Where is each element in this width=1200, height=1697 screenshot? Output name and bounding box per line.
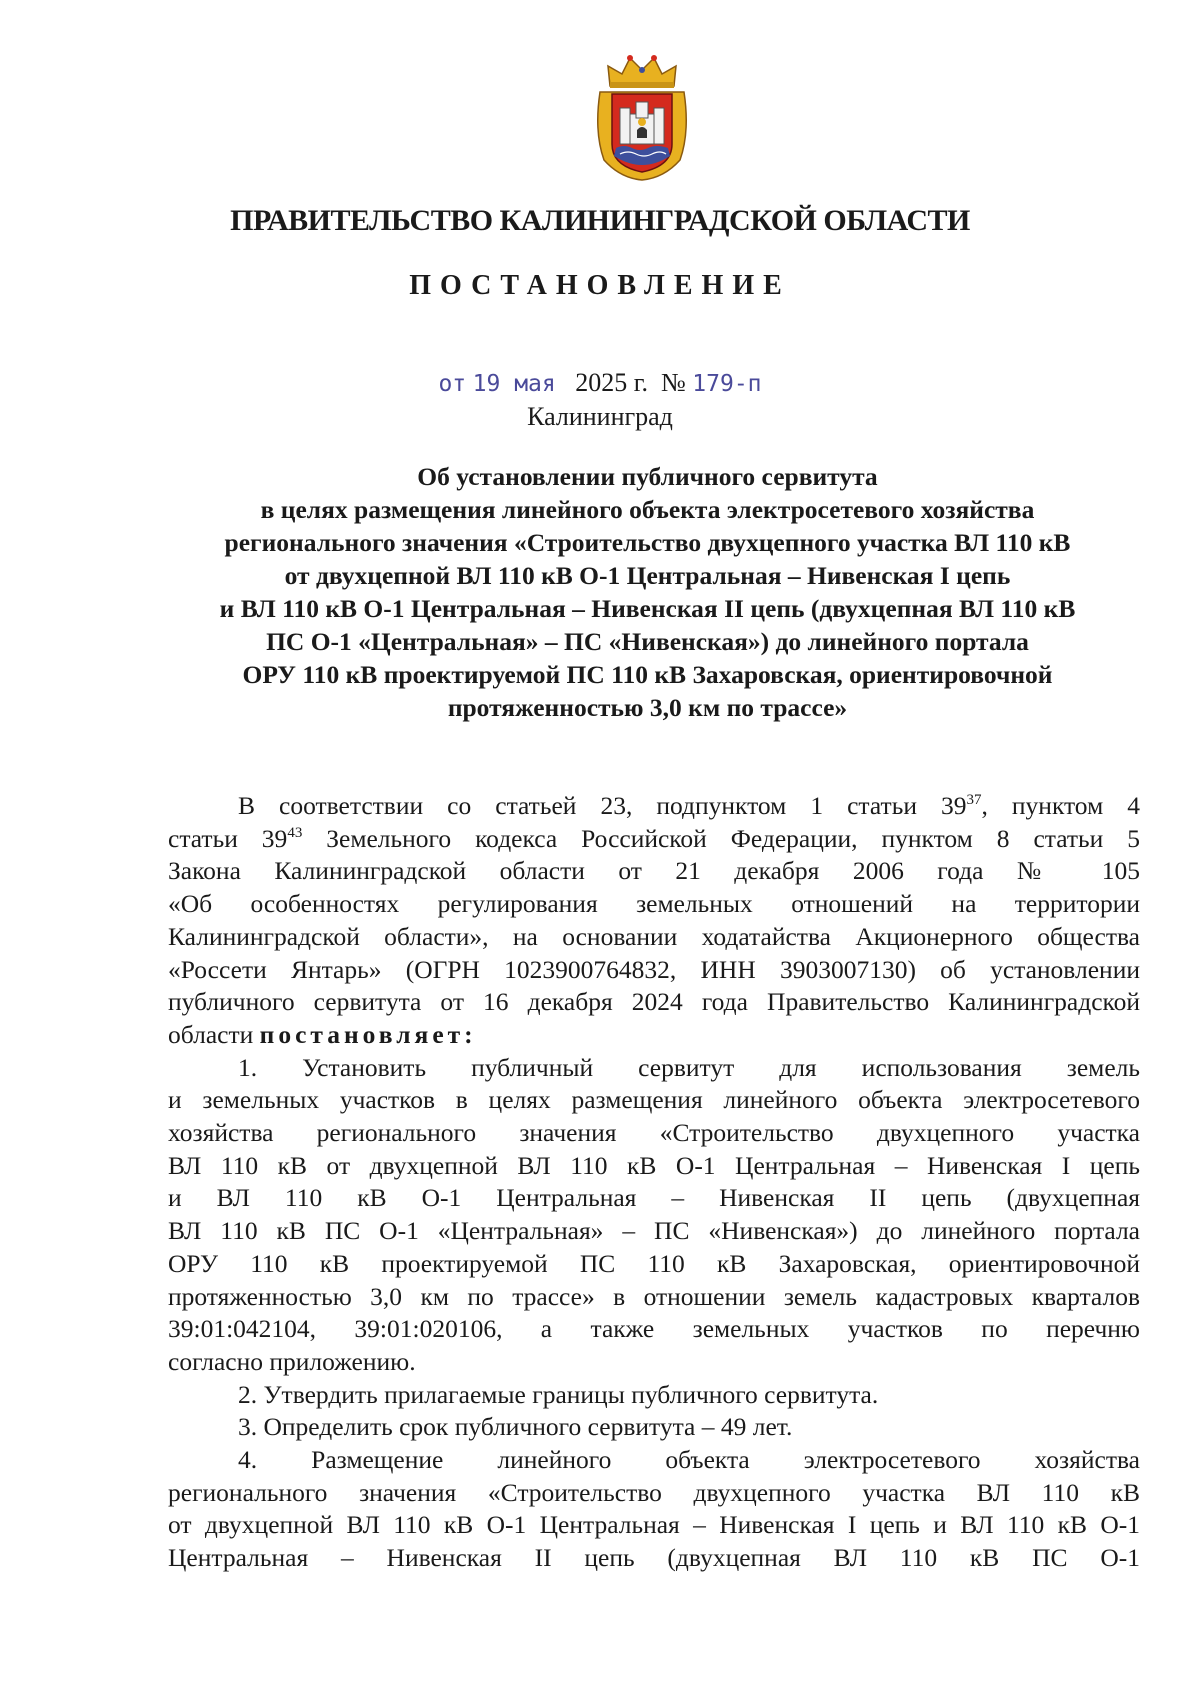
date-year: 2025 г. xyxy=(575,368,648,397)
body-line: «Россети Янтарь» (ОГРН 1023900764832, ИНН 3903007130) об установлении xyxy=(168,954,1140,984)
text-run: В соответствии со статьей 23, подпунктом 1 статьи 39 xyxy=(238,791,967,820)
text-run: области xyxy=(168,1019,260,1049)
body-line xyxy=(168,1019,1140,1052)
date-day-month: 19 мая xyxy=(472,371,556,397)
body-line: публичного сервитута от 16 декабря 2024 года Правительство Калининградской xyxy=(168,987,1140,1017)
text-run: статьи 39 xyxy=(168,823,288,853)
body-line: ВЛ 110 кВ ПС О-1 «Центральная» – ПС «Нивенская») до линейного портала xyxy=(168,1216,1140,1246)
document-heading xyxy=(160,460,1135,724)
government-title: ПРАВИТЕЛЬСТВО КАЛИНИНГРАДСКОЙ ОБЛАСТИ xyxy=(230,204,970,237)
heading-line: регионального значения «Строительство двухцепного участка ВЛ 110 кВ xyxy=(224,528,1071,557)
text-run: , пунктом 4 xyxy=(981,791,1140,820)
document-type: ПОСТАНОВЛЕНИЕ xyxy=(409,270,791,301)
resolves-word: постановляет: xyxy=(259,1019,477,1049)
date-number-line xyxy=(0,368,1200,398)
body-line: 4. Размещение линейного объекта электросетевого хозяйства xyxy=(238,1445,1140,1475)
body-line: «Об особенностях регулирования земельных отношений на территории xyxy=(168,889,1140,919)
superscript: 43 xyxy=(287,824,303,841)
document-body xyxy=(168,790,1140,1575)
body-line: ОРУ 110 кВ проектируемой ПС 110 кВ Захаровская, ориентировочной xyxy=(168,1248,1140,1278)
body-line xyxy=(168,823,1140,856)
body-line: Закона Калининградской области от 21 декабря 2006 года № 105 xyxy=(168,856,1140,886)
body-line: 2. Утвердить прилагаемые границы публичного сервитута. xyxy=(238,1379,879,1409)
body-line: согласно приложению. xyxy=(168,1346,416,1376)
body-line: 3. Определить срок публичного сервитута – 49 лет. xyxy=(238,1412,793,1442)
body-line: Центральная – Нивенская II цепь (двухцепная ВЛ 110 кВ ПС О-1 xyxy=(168,1543,1140,1573)
body-line: хозяйства регионального значения «Строительство двухцепного участка xyxy=(168,1118,1140,1148)
heading-line: и ВЛ 110 кВ О-1 Центральная – Нивенская II цепь (двухцепная ВЛ 110 кВ xyxy=(219,594,1076,623)
heading-line: Об установлении публичного сервитута xyxy=(417,462,878,491)
body-line: и земельных участков в целях размещения линейного объекта электросетевого xyxy=(168,1085,1140,1115)
body-line: и ВЛ 110 кВ О-1 Центральная – Нивенская II цепь (двухцепная xyxy=(168,1183,1140,1213)
body-line: 39:01:042104, 39:01:020106, а также земельных участков по перечню xyxy=(168,1314,1140,1344)
city: Калининград xyxy=(527,402,673,431)
date-prefix: от xyxy=(438,371,467,397)
text-run: Земельного кодекса Российской Федерации, пунктом 8 статьи 5 xyxy=(302,823,1140,853)
number-sign: № xyxy=(660,368,686,397)
heading-line: в целях размещения линейного объекта электросетевого хозяйства xyxy=(260,495,1035,524)
body-line: регионального значения «Строительство двухцепного участка ВЛ 110 кВ xyxy=(168,1477,1140,1507)
coat-of-arms-icon xyxy=(590,52,694,182)
superscript: 37 xyxy=(966,792,982,808)
body-line: от двухцепной ВЛ 110 кВ О-1 Центральная – Нивенская I цепь и ВЛ 110 кВ О-1 xyxy=(168,1510,1140,1540)
body-line xyxy=(168,790,1140,823)
heading-line: ОРУ 110 кВ проектируемой ПС 110 кВ Захаровская, ориентировочной xyxy=(242,660,1053,689)
heading-line: ПС О-1 «Центральная» – ПС «Нивенская») до линейного портала xyxy=(266,627,1029,656)
body-line: протяженностью 3,0 км по трассе» в отношении земель кадастровых кварталов xyxy=(168,1281,1140,1311)
body-line: ВЛ 110 кВ от двухцепной ВЛ 110 кВ О-1 Центральная – Нивенская I цепь xyxy=(168,1150,1140,1180)
body-line: Калининградской области», на основании ходатайства Акционерного общества xyxy=(168,921,1140,951)
heading-line: от двухцепной ВЛ 110 кВ О-1 Центральная – Нивенская I цепь xyxy=(284,561,1011,590)
body-line: 1. Установить публичный сервитут для использования земель xyxy=(238,1052,1140,1082)
document-number: 179-п xyxy=(692,371,762,397)
heading-line: протяженностью 3,0 км по трассе» xyxy=(447,693,848,722)
